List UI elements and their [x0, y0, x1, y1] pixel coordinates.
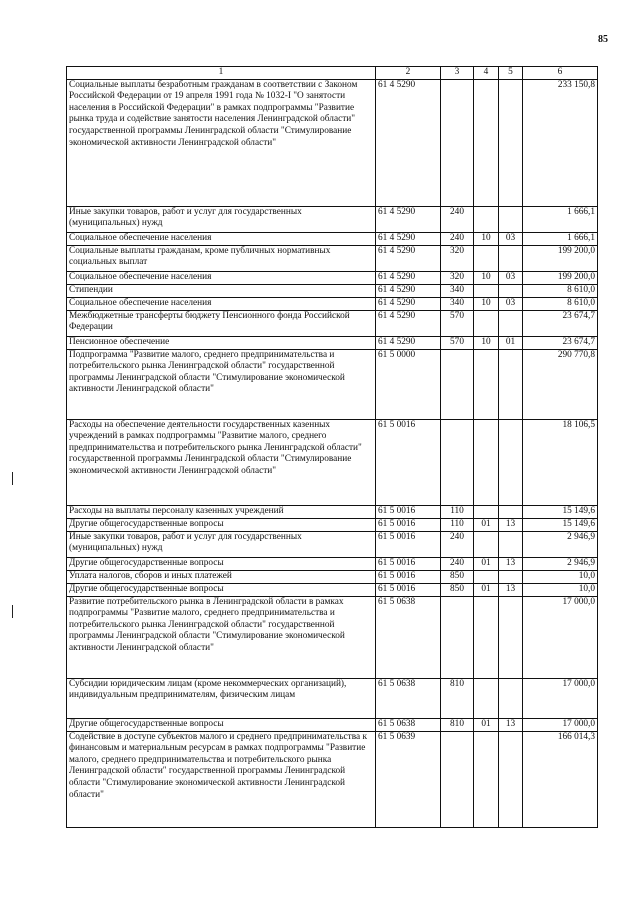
expense-name: Социальные выплаты гражданам, кроме публичных нормативных социальных выплат — [67, 245, 376, 271]
amount: 23 674,7 — [523, 310, 598, 336]
table-row — [67, 419, 598, 505]
expense-name: Стипендии — [67, 284, 376, 297]
expense-type: 240 — [441, 232, 474, 245]
section-code: 10 — [474, 271, 499, 284]
subsection-code: 13 — [499, 583, 523, 596]
subsection-code — [499, 731, 523, 827]
amount: 10,0 — [523, 570, 598, 583]
expense-type: 850 — [441, 570, 474, 583]
amount: 8 610,0 — [523, 297, 598, 310]
target-code: 61 5 0016 — [376, 518, 441, 531]
target-code: 61 4 5290 — [376, 79, 441, 206]
amount: 10,0 — [523, 583, 598, 596]
section-code — [474, 505, 499, 518]
target-code: 61 5 0639 — [376, 731, 441, 827]
amount: 233 150,8 — [523, 79, 598, 206]
subsection-code — [499, 678, 523, 718]
target-code: 61 5 0016 — [376, 557, 441, 570]
expense-name: Социальное обеспечение населения — [67, 232, 376, 245]
table-row — [67, 505, 598, 518]
expense-type: 340 — [441, 284, 474, 297]
amount: 2 946,9 — [523, 557, 598, 570]
expense-type — [441, 79, 474, 206]
expense-name: Другие общегосударственные вопросы — [67, 557, 376, 570]
margin-mark — [12, 605, 13, 618]
expense-type: 570 — [441, 310, 474, 336]
expense-type: 320 — [441, 245, 474, 271]
section-code — [474, 284, 499, 297]
expense-type — [441, 731, 474, 827]
section-code — [474, 678, 499, 718]
amount: 18 106,5 — [523, 419, 598, 505]
table-row — [67, 570, 598, 583]
table-header-row — [67, 67, 598, 80]
expense-name: Расходы на выплаты персоналу казенных учреждений — [67, 505, 376, 518]
amount: 166 014,3 — [523, 731, 598, 827]
expense-name: Уплата налогов, сборов и иных платежей — [67, 570, 376, 583]
expense-name: Социальное обеспечение населения — [67, 297, 376, 310]
table-row — [67, 284, 598, 297]
expense-type: 810 — [441, 718, 474, 731]
target-code: 61 5 0016 — [376, 419, 441, 505]
section-code: 01 — [474, 557, 499, 570]
amount: 199 200,0 — [523, 271, 598, 284]
expense-name: Субсидии юридическим лицам (кроме некоммерческих организаций), индивидуальным предпринимателям, физическим лицам — [67, 678, 376, 718]
target-code: 61 4 5290 — [376, 245, 441, 271]
column-header: 1 — [67, 67, 376, 80]
subsection-code — [499, 310, 523, 336]
expense-name: Межбюджетные трансферты бюджету Пенсионного фонда Российской Федерации — [67, 310, 376, 336]
table-row — [67, 336, 598, 349]
table-row — [67, 518, 598, 531]
section-code: 01 — [474, 518, 499, 531]
expense-name: Другие общегосударственные вопросы — [67, 718, 376, 731]
table-row — [67, 678, 598, 718]
amount: 290 770,8 — [523, 349, 598, 419]
expense-type: 810 — [441, 678, 474, 718]
expense-name: Подпрограмма "Развитие малого, среднего предпринимательства и потребительского рынка Ленинградской области" государственной программы Ленинградской области "Стимулирование экономической активности Ленинградской области" — [67, 349, 376, 419]
subsection-code: 13 — [499, 718, 523, 731]
amount: 17 000,0 — [523, 678, 598, 718]
target-code: 61 5 0016 — [376, 570, 441, 583]
target-code: 61 4 5290 — [376, 206, 441, 232]
table-row — [67, 271, 598, 284]
column-header: 5 — [499, 67, 523, 80]
budget-table — [66, 66, 598, 828]
expense-type: 320 — [441, 271, 474, 284]
expense-name: Иные закупки товаров, работ и услуг для государственных (муниципальных) нужд — [67, 531, 376, 557]
expense-type: 340 — [441, 297, 474, 310]
amount: 17 000,0 — [523, 596, 598, 678]
margin-mark — [12, 472, 13, 485]
expense-type — [441, 419, 474, 505]
target-code: 61 5 0638 — [376, 718, 441, 731]
section-code — [474, 79, 499, 206]
table-row — [67, 232, 598, 245]
expense-type — [441, 596, 474, 678]
subsection-code — [499, 531, 523, 557]
expense-name: Другие общегосударственные вопросы — [67, 583, 376, 596]
subsection-code — [499, 206, 523, 232]
section-code — [474, 310, 499, 336]
table-row — [67, 596, 598, 678]
target-code: 61 5 0638 — [376, 596, 441, 678]
expense-type: 110 — [441, 518, 474, 531]
table-row — [67, 557, 598, 570]
expense-name: Пенсионное обеспечение — [67, 336, 376, 349]
expense-name: Другие общегосударственные вопросы — [67, 518, 376, 531]
table-row — [67, 349, 598, 419]
expense-type: 240 — [441, 531, 474, 557]
section-code — [474, 570, 499, 583]
section-code — [474, 245, 499, 271]
page-number: 85 — [598, 34, 608, 45]
expense-name: Содействие в доступе субъектов малого и среднего предпринимательства к финансовым и материальным ресурсам в рамках подпрограммы "Развитие малого, среднего предпринимательства и потребительского рынка Ленинградской области" государственной программы Ленинградской области "Стимулирование экономической активности Ленинградской области" — [67, 731, 376, 827]
table-row — [67, 731, 598, 827]
subsection-code: 13 — [499, 557, 523, 570]
amount: 15 149,6 — [523, 505, 598, 518]
amount: 2 946,9 — [523, 531, 598, 557]
section-code: 10 — [474, 232, 499, 245]
target-code: 61 4 5290 — [376, 271, 441, 284]
amount: 199 200,0 — [523, 245, 598, 271]
subsection-code — [499, 79, 523, 206]
section-code: 01 — [474, 583, 499, 596]
expense-name: Развитие потребительского рынка в Ленинградской области в рамках подпрограммы "Развитие малого, среднего предпринимательства и потребительского рынка Ленинградской области" государственной программы Ленинградской области "Стимулирование экономической активности Ленинградской области" — [67, 596, 376, 678]
table-row — [67, 79, 598, 206]
section-code: 10 — [474, 297, 499, 310]
column-header: 4 — [474, 67, 499, 80]
section-code — [474, 206, 499, 232]
expense-type — [441, 349, 474, 419]
table-row — [67, 297, 598, 310]
column-header: 6 — [523, 67, 598, 80]
expense-type: 110 — [441, 505, 474, 518]
section-code — [474, 731, 499, 827]
section-code — [474, 596, 499, 678]
subsection-code: 01 — [499, 336, 523, 349]
subsection-code: 03 — [499, 297, 523, 310]
target-code: 61 4 5290 — [376, 232, 441, 245]
subsection-code: 03 — [499, 232, 523, 245]
table-row — [67, 206, 598, 232]
expense-type: 850 — [441, 583, 474, 596]
subsection-code — [499, 284, 523, 297]
subsection-code: 13 — [499, 518, 523, 531]
subsection-code — [499, 349, 523, 419]
target-code: 61 4 5290 — [376, 336, 441, 349]
expense-name: Социальные выплаты безработным гражданам в соответствии с Законом Российской Федерации от 19 апреля 1991 года № 1032-I "О занятости населения в Российской Федерации" в рамках подпрограммы "Развитие рынка труда и содействие занятости населения Ленинградской области" государственной программы Ленинградской области "Стимулирование экономической активности Ленинградской области" — [67, 79, 376, 206]
expense-type: 570 — [441, 336, 474, 349]
target-code: 61 5 0016 — [376, 531, 441, 557]
target-code: 61 5 0016 — [376, 583, 441, 596]
amount: 17 000,0 — [523, 718, 598, 731]
section-code: 10 — [474, 336, 499, 349]
expense-name: Социальное обеспечение населения — [67, 271, 376, 284]
amount: 23 674,7 — [523, 336, 598, 349]
amount: 8 610,0 — [523, 284, 598, 297]
subsection-code — [499, 419, 523, 505]
section-code — [474, 349, 499, 419]
subsection-code: 03 — [499, 271, 523, 284]
table-row — [67, 583, 598, 596]
amount: 1 666,1 — [523, 206, 598, 232]
amount: 15 149,6 — [523, 518, 598, 531]
section-code — [474, 419, 499, 505]
column-header: 3 — [441, 67, 474, 80]
target-code: 61 4 5290 — [376, 284, 441, 297]
section-code: 01 — [474, 718, 499, 731]
expense-name: Иные закупки товаров, работ и услуг для государственных (муниципальных) нужд — [67, 206, 376, 232]
subsection-code — [499, 245, 523, 271]
target-code: 61 4 5290 — [376, 297, 441, 310]
subsection-code — [499, 596, 523, 678]
table-row — [67, 718, 598, 731]
subsection-code — [499, 570, 523, 583]
expense-name: Расходы на обеспечение деятельности государственных казенных учреждений в рамках подпрограммы "Развитие малого, среднего предпринимательства и потребительского рынка Ленинградской области" государственной программы Ленинградской области "Стимулирование экономической активности Ленинградской области" — [67, 419, 376, 505]
section-code — [474, 531, 499, 557]
expense-type: 240 — [441, 206, 474, 232]
table-row — [67, 245, 598, 271]
amount: 1 666,1 — [523, 232, 598, 245]
table-row — [67, 531, 598, 557]
target-code: 61 4 5290 — [376, 310, 441, 336]
table-row — [67, 310, 598, 336]
expense-type: 240 — [441, 557, 474, 570]
target-code: 61 5 0016 — [376, 505, 441, 518]
column-header: 2 — [376, 67, 441, 80]
subsection-code — [499, 505, 523, 518]
target-code: 61 5 0000 — [376, 349, 441, 419]
target-code: 61 5 0638 — [376, 678, 441, 718]
